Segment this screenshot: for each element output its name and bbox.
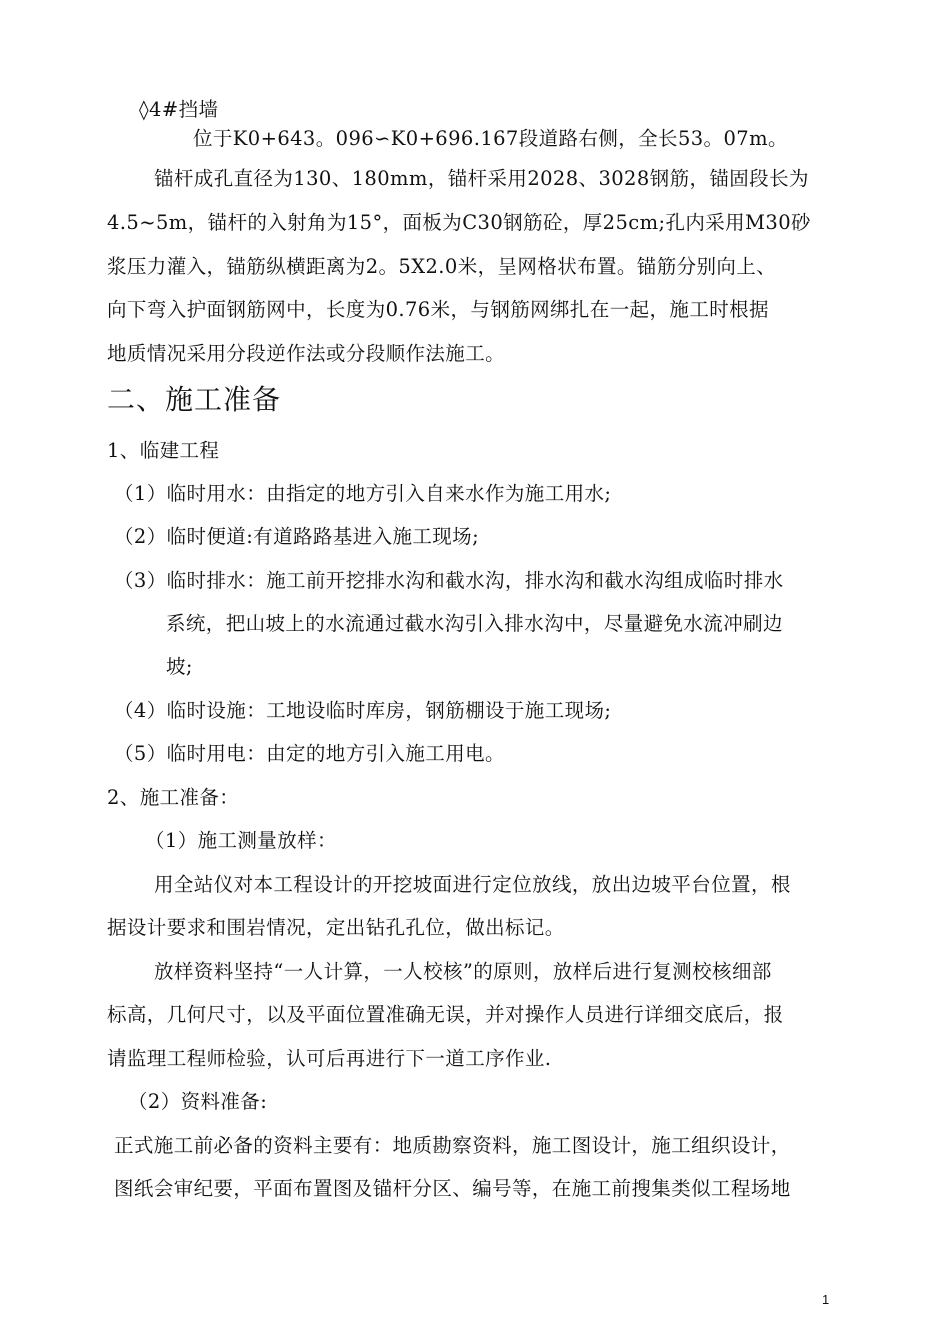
- temp-road-item: （2）临时便道:有道路路基进入施工现场;: [114, 525, 480, 548]
- chapter-2-title: 二、施工准备: [107, 383, 282, 416]
- survey-paragraph-2-line-1: 放样资料坚持“一人计算，一人校核”的原则，放样后进行复测校核细部: [154, 960, 772, 983]
- survey-paragraph-2-line-2: 标高，几何尺寸，以及平面位置准确无误，并对操作人员进行详细交底后，报: [107, 1003, 784, 1026]
- page-number: 1: [822, 1292, 830, 1307]
- temp-drainage-line-3: 坡;: [166, 655, 193, 678]
- data-paragraph-line-2: 图纸会审纪要，平面布置图及锚杆分区、编号等，在施工前搜集类似工程场地: [114, 1177, 791, 1200]
- temp-power-item: （5）临时用电：由定的地方引入施工用电。: [114, 742, 505, 765]
- temp-water-item: （1）临时用水：由指定的地方引入自来水作为施工用水;: [114, 482, 612, 505]
- data-title: （2）资料准备:: [128, 1090, 268, 1113]
- anchor-paragraph-line-2: 4.5~5m，锚杆的入射角为15°，面板为C30钢筋砼，厚25cm;孔内采用M30砂: [107, 211, 811, 234]
- temp-facility-item: （4）临时设施：工地设临时库房，钢筋棚设于施工现场;: [114, 699, 612, 722]
- anchor-paragraph-line-5: 地质情况采用分段逆作法或分段顺作法施工。: [107, 342, 506, 365]
- location-line: 位于K0+643。096∽K0+696.167段道路右侧，全长53。07m。: [193, 127, 788, 150]
- survey-paragraph-1-line-2: 据设计要求和围岩情况，定出钻孔孔位，做出标记。: [107, 916, 565, 939]
- temp-drainage-line-2: 系统，把山坡上的水流通过截水沟引入排水沟中，尽量避免水流冲刷边: [166, 612, 783, 635]
- anchor-paragraph-line-3: 浆压力灌入，锚筋纵横距离为2。5X2.0米，呈网格状布置。锚筋分别向上、: [107, 255, 777, 278]
- anchor-paragraph-line-4: 向下弯入护面钢筋网中，长度为0.76米，与钢筋网绑扎在一起，施工时根据: [107, 298, 769, 321]
- temp-drainage-line-1: （3）临时排水：施工前开挖排水沟和截水沟，排水沟和截水沟组成临时排水: [114, 569, 784, 592]
- survey-title: （1）施工测量放样：: [145, 829, 337, 852]
- survey-paragraph-1-line-1: 用全站仪对本工程设计的开挖坡面进行定位放线，放出边坡平台位置，根: [154, 873, 791, 896]
- section-4-title: ◊4#挡墙: [139, 98, 219, 121]
- sub-1-title: 1、临建工程: [107, 439, 220, 462]
- anchor-paragraph-line-1: 锚杆成孔直径为130、180mm，锚杆采用2028、3028钢筋，锚固段长为: [154, 167, 809, 190]
- data-paragraph-line-1: 正式施工前必备的资料主要有：地质勘察资料，施工图设计，施工组织设计，: [114, 1134, 791, 1157]
- sub-2-title: 2、施工准备：: [107, 786, 240, 809]
- survey-paragraph-2-line-3: 请监理工程师检验，认可后再进行下一道工序作业.: [107, 1047, 552, 1070]
